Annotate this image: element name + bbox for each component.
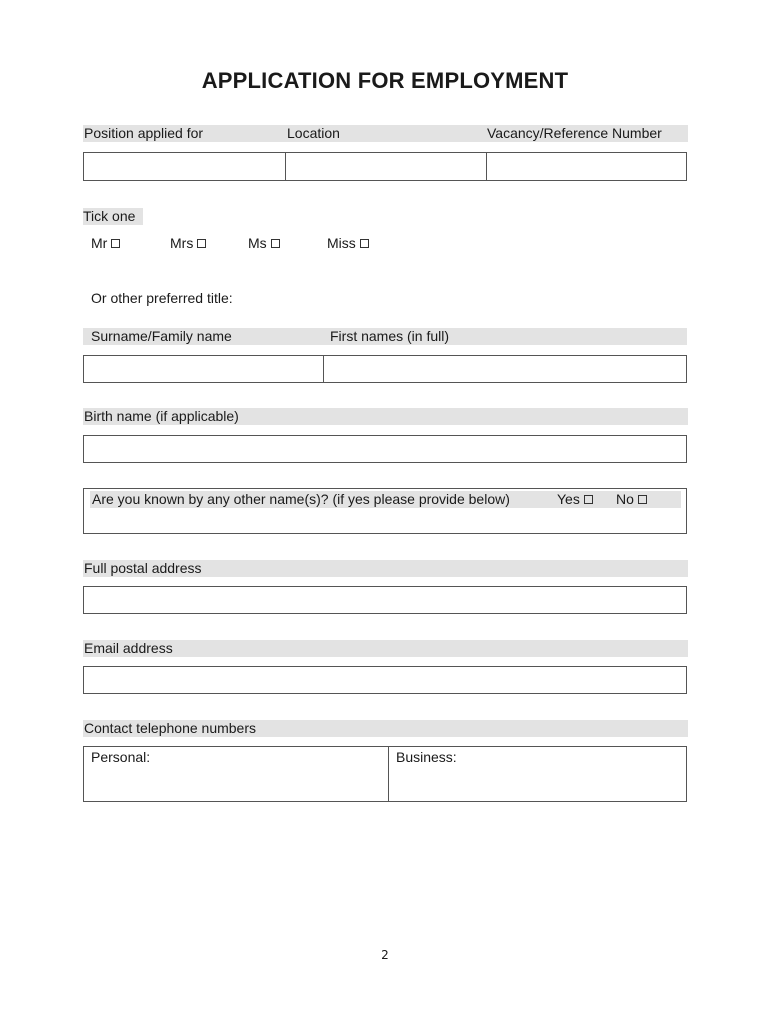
position-label: Position applied for: [84, 125, 204, 141]
title-miss-label: Miss: [327, 235, 356, 251]
phone-label: Contact telephone numbers: [84, 720, 256, 736]
tick-one-band: [83, 208, 143, 225]
other-title-label: Or other preferred title:: [91, 290, 233, 306]
birth-name-label: Birth name (if applicable): [84, 408, 239, 424]
email-band: [83, 640, 688, 657]
title-mrs-label: Mrs: [170, 235, 194, 251]
page-title: APPLICATION FOR EMPLOYMENT: [201, 68, 569, 93]
position-header-band: [83, 125, 688, 142]
address-field[interactable]: [83, 586, 687, 614]
other-names-band: [90, 491, 681, 508]
other-names-question: Are you known by any other name(s)? (if yes please provide below): [92, 491, 510, 507]
position-row: [83, 152, 687, 181]
other-names-no-option[interactable]: [616, 491, 647, 508]
birth-name-field[interactable]: [83, 435, 687, 463]
checkbox-yes[interactable]: [584, 495, 593, 504]
address-label: Full postal address: [84, 560, 202, 576]
title-option-mr[interactable]: [91, 235, 120, 252]
birth-name-band: [83, 408, 688, 425]
business-phone-field[interactable]: [388, 747, 686, 801]
personal-phone-field[interactable]: [84, 747, 388, 801]
location-field[interactable]: [285, 153, 486, 180]
page-number: 2: [381, 948, 389, 962]
other-names-box[interactable]: [83, 488, 687, 534]
checkbox-mrs[interactable]: [197, 239, 206, 248]
checkbox-no[interactable]: [638, 495, 647, 504]
phone-band: [83, 720, 688, 737]
location-label: Location: [287, 125, 340, 141]
tick-one-label: Tick one: [83, 208, 136, 224]
title-option-mrs[interactable]: [170, 235, 206, 252]
name-header-band: [83, 328, 687, 345]
surname-label: Surname/Family name: [91, 328, 232, 344]
vacancy-field[interactable]: [486, 153, 686, 180]
first-names-label: First names (in full): [330, 328, 450, 344]
email-field[interactable]: [83, 666, 687, 694]
position-field[interactable]: [84, 153, 285, 180]
title-option-ms[interactable]: [248, 235, 280, 252]
phone-row: [83, 746, 687, 802]
checkbox-miss[interactable]: [360, 239, 369, 248]
email-label: Email address: [84, 640, 173, 656]
other-names-yes-option[interactable]: [557, 491, 593, 508]
surname-field[interactable]: [84, 356, 323, 382]
personal-label: Personal:: [91, 749, 151, 765]
checkbox-mr[interactable]: [111, 239, 120, 248]
first-names-field[interactable]: [323, 356, 686, 382]
business-label: Business:: [396, 749, 457, 765]
address-band: [83, 560, 688, 577]
title-option-miss[interactable]: [327, 235, 369, 252]
name-row: [83, 355, 687, 383]
yes-label: Yes: [557, 491, 580, 507]
vacancy-label: Vacancy/Reference Number: [487, 125, 662, 141]
title-ms-label: Ms: [248, 235, 267, 251]
no-label: No: [616, 491, 634, 507]
title-mr-label: Mr: [91, 235, 108, 251]
checkbox-ms[interactable]: [271, 239, 280, 248]
